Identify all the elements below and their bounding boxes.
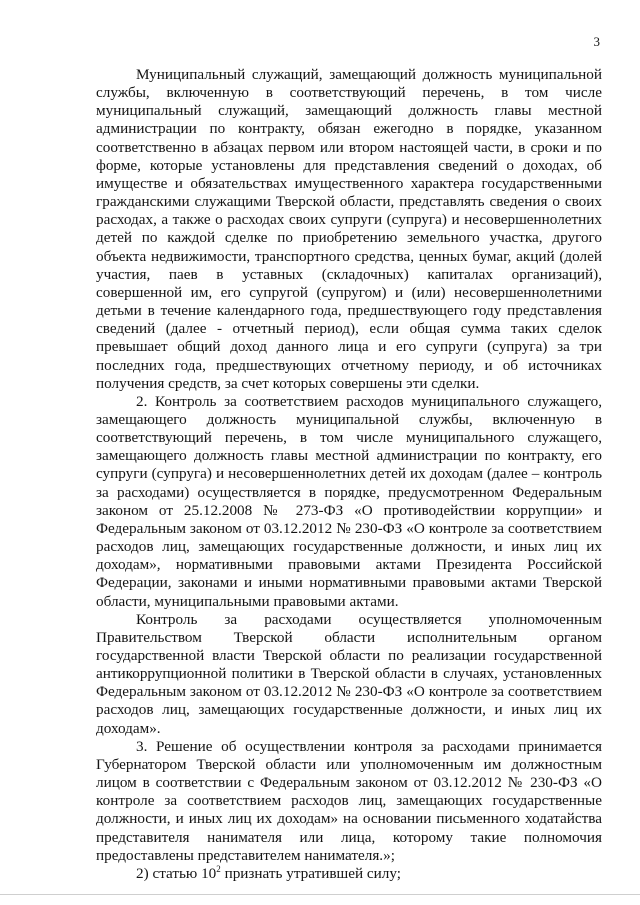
paragraph-5 [96, 865, 602, 883]
paragraph-1: Муниципальный служащий, замещающий должность муниципальной службы, включенную в соответствующий перечень, в том числе муниципальный служащий, замещающий должность главы местной администрации по контракту, обязан ежегодно в порядке, указанном соответственно в абзацах первом или втором настоящей части, в сроки и по форме, которые установлены для представления сведений о доходах, об имуществе и обязательствах имущественного характера государственными гражданскими служащими Тверской области, представлять сведения о своих расходах, а также о расходах своих супруги (супруга) и несовершеннолетних детей по каждой сделке по приобретению земельного участка, другого объекта недвижимости, транспортного средства, ценных бумаг, акций (долей участия, паев в уставных (складочных) капиталах организаций), совершенной им, его супругой (супругом) и (или) несовершеннолетними детьми в течение календарного года, предшествующего году представления сведений (далее - отчетный период), если общая сумма таких сделок превышает общий доход данного лица и его супруги (супруга) за три последних года, предшествующих отчетному периоду, и об источниках получения средств, за счет которых совершены эти сделки. [96, 66, 602, 392]
page-bottom-edge [0, 894, 640, 895]
article-superscript: 2 [216, 863, 221, 874]
paragraph-4: 3. Решение об осуществлении контроля за расходами принимается Губернатором Тверской области или уполномоченным им должностным лицом в соответствии с Федеральным законом от 03.12.2012 № 230-ФЗ «О контроле за соответствием расходов лиц, замещающих государственные должности, и иных лиц их доходам» на основании письменного ходатайства представителя нанимателя или лица, которому такие полномочия предоставлены представителем нанимателя.»; [96, 737, 602, 864]
document-body [96, 66, 602, 883]
amendment-text-prefix: 2) статью 10 [136, 864, 217, 882]
page-number: 3 [593, 34, 600, 49]
amendment-text-suffix: признать утратившей силу; [220, 864, 401, 882]
paragraph-2: 2. Контроль за соответствием расходов муниципального служащего, замещающего должность муниципальной службы, включенную в соответствующий перечень, в том числе муниципального служащего, замещающего должность главы местной администрации по контракту, его супруги (супруга) и несовершеннолетних детей их доходам (далее – контроль за расходами) осуществляется в порядке, предусмотренном Федеральным законом от 25.12.2008 № 273-ФЗ «О противодействии коррупции» и Федеральным законом от 03.12.2012 № 230-ФЗ «О контроле за соответствием расходов лиц, замещающих государственные должности, и иных лиц их доходам», нормативными правовыми актами Президента Российской Федерации, законами и иными нормативными правовыми актами Тверской области, муниципальными правовыми актами. [96, 392, 602, 610]
paragraph-3: Контроль за расходами осуществляется уполномоченным Правительством Тверской области исполнительным органом государственной власти Тверской области по реализации государственной антикоррупционной политики в Тверской области в случаях, установленных Федеральным законом от 03.12.2012 № 230-ФЗ «О контроле за соответствием расходов лиц, замещающих государственные должности, и иных лиц их доходам». [96, 610, 602, 737]
